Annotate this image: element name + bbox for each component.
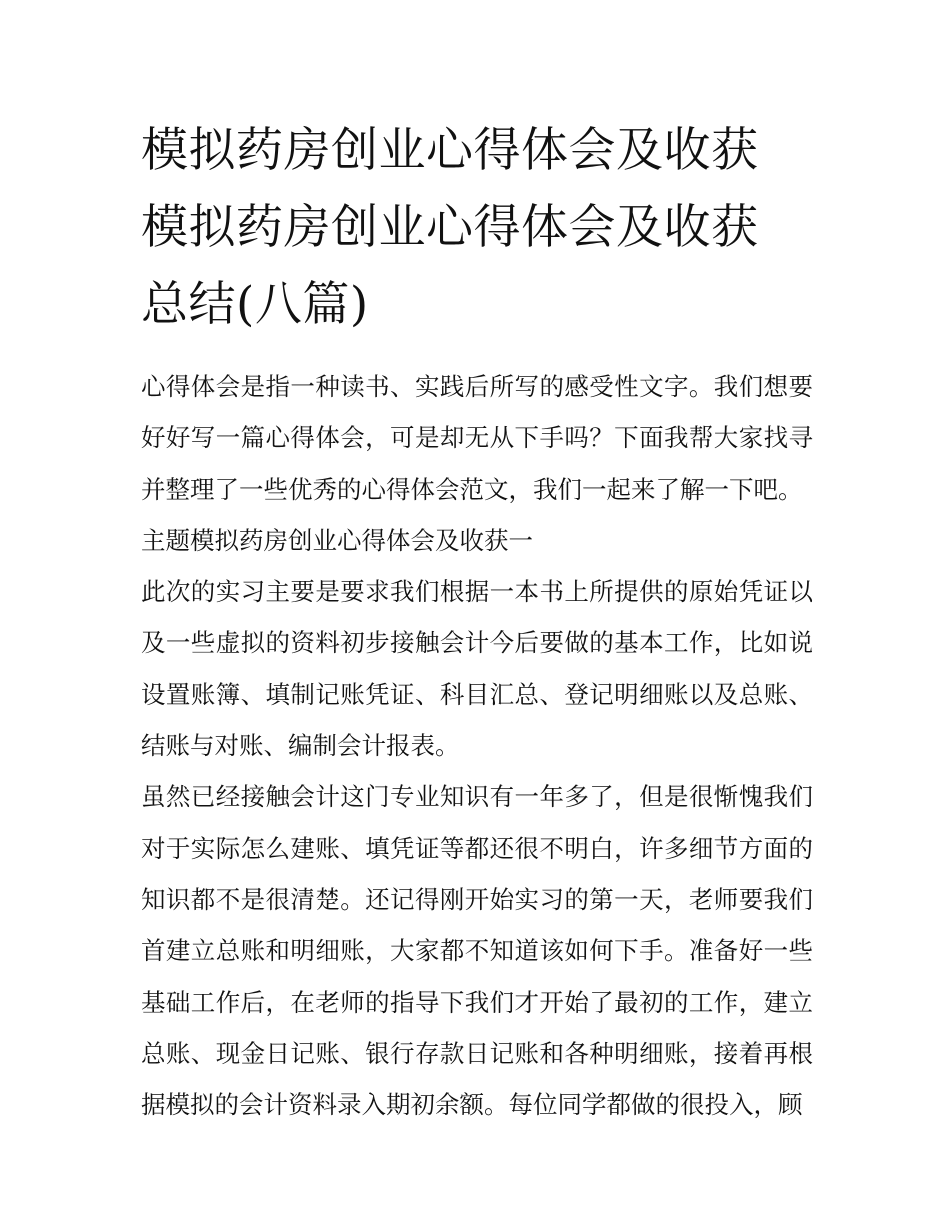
intro-paragraph: 心得体会是指一种读书、实践后所写的感受性文字。我们想要好好写一篇心得体会，可是却无从下手吗？下面我帮大家找寻并整理了一些优秀的心得体会范文，我们一起来了解一下吧。 — [141, 372, 813, 504]
section-heading: 主题模拟药房创业心得体会及收获一 — [141, 525, 533, 555]
body-paragraph: 虽然已经接触会计这门专业知识有一年多了，但是很惭愧我们对于实际怎么建账、填凭证等都还很不明白，许多细节方面的知识都不是很清楚。还记得刚开始实习的第一天，老师要我们首建立总账和明细账，大家都不知道该如何下手。准备好一些基础工作后，在老师的指导下我们才开始了最初的工作，建立总账、现金日记账、银行存款日记账和各种明细账，接着再根据模拟的会计资料录入期初余额。每位同学都做的很投入，顾 — [141, 782, 813, 1120]
body-paragraph: 此次的实习主要是要求我们根据一本书上所提供的原始凭证以及一些虚拟的资料初步接触会计今后要做的基本工作，比如说设置账簿、填制记账凭证、科目汇总、登记明细账以及总账、结账与对账、编制会计报表。 — [141, 577, 813, 761]
document-title: 模拟药房创业心得体会及收获 模拟药房创业心得体会及收获 总结(八篇) — [141, 123, 759, 332]
document-content — [141, 112, 813, 1130]
document-body — [141, 361, 813, 1130]
